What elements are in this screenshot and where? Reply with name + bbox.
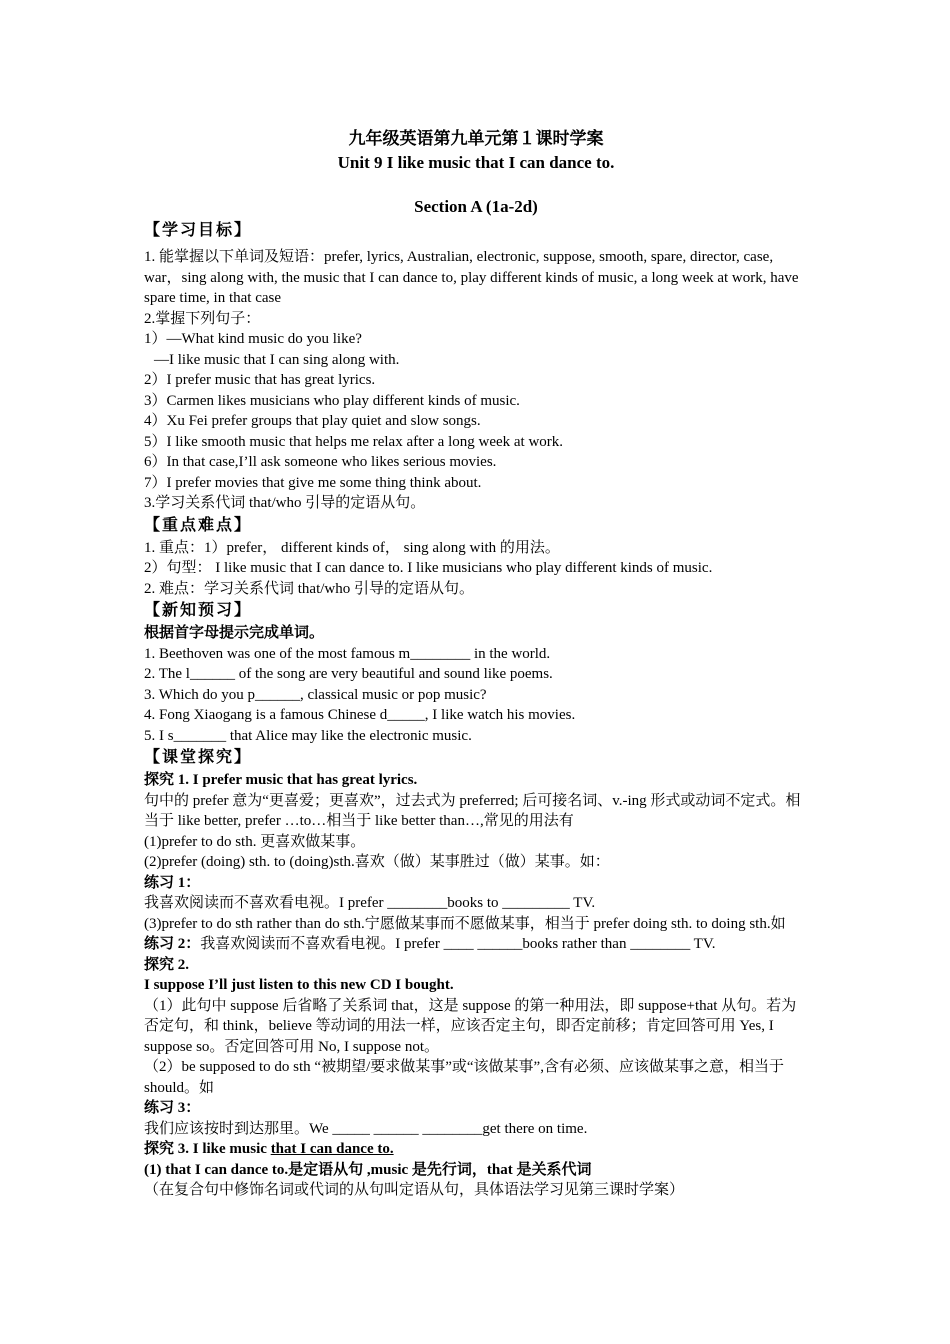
preview-exercise: 3. Which do you p______, classical music or pop music? (144, 686, 487, 703)
explore-3-note: （在复合句中修饰名词或代词的从句叫定语从句，具体语法学习见第三课时学案） (144, 1182, 685, 1198)
explore-1-title: 探究 1. I prefer music that has great lyrics. (144, 772, 418, 788)
exercise-2-label: 练习 2： (144, 936, 201, 952)
explore-heading: 【课堂探究】 (144, 749, 253, 766)
worksheet-page (144, 127, 808, 1201)
exercise-1-text: 我喜欢阅读而不喜欢看电视。I prefer ________books to _________ TV. (144, 895, 596, 911)
key-point-line: 2）句型： I like music that I can dance to. I like musicians who play different kinds of music. (144, 560, 713, 576)
objective-line: 1）—What kind music do you like? (144, 331, 362, 347)
explore-1-usage: (2)prefer (doing) sth. to (doing)sth.喜欢（做）某事胜过（做）某事。如： (144, 854, 610, 870)
explore-1-text: 句中的 prefer 意为“更喜爱；更喜欢”，过去式为 preferred; 后可接名词、v.-ing 形式或动词不定式。相当于 like better, prefer …to…相当于 like better than…,常见的用法有 (144, 792, 801, 829)
exercise-3-label: 练习 3： (144, 1100, 201, 1116)
key-point-line: 1. 重点：1）prefer， different kinds of， sing along with 的用法。 (144, 539, 560, 556)
preview-exercise: 1. Beethoven was one of the most famous m________ in the world. (144, 645, 551, 662)
title-english: Unit 9 I like music that I can dance to. (337, 153, 615, 172)
explore-3-title-prefix: 探究 3. I like music (144, 1141, 271, 1157)
title-chinese: 九年级英语第九单元第１课时学案 (348, 129, 604, 148)
preview-block (144, 623, 808, 746)
objective-line: 7）I prefer movies that give me some thing think about. (144, 474, 482, 491)
explore-1-usage: (1)prefer to do sth. 更喜欢做某事。 (144, 833, 366, 850)
exercise-2-text: 我喜欢阅读而不喜欢看电视。I prefer ____ ______books rather than ________ TV. (200, 936, 716, 952)
objective-line: 2.掌握下列句子： (144, 310, 261, 327)
explore-3-title-clause: that I can dance to. (270, 1141, 394, 1157)
explore-2-sentence: I suppose I’ll just listen to this new CD I bought. (144, 977, 454, 993)
preview-heading: 【新知预习】 (144, 602, 253, 619)
preview-exercise: 5. I s_______ that Alice may like the electronic music. (144, 727, 472, 744)
objectives-heading: 【学习目标】 (144, 222, 253, 239)
key-points-block (144, 538, 808, 600)
explore-2-paragraph: （1）此句中 suppose 后省略了关系词 that，这是 suppose 的第一种用法，即 suppose+that 从句。若为否定句，和 think，believe 等动词的用法一样，应该否定主句，即否定前移；肯定回答可用 Yes, I suppose so。否定回答可用 No, I suppose not。 (144, 997, 797, 1055)
preview-exercise: 2. The l______ of the song are very beautiful and sound like poems. (144, 666, 553, 682)
objective-line: 6）In that case,I’ll ask someone who likes serious movies. (144, 454, 497, 470)
explore-1-usage: (3)prefer to do sth rather than do sth.宁愿做某事而不愿做某事，相当于 prefer doing sth. to doing sth.如 (144, 915, 786, 932)
explore-3-title (144, 1139, 808, 1160)
objective-line: 5）I like smooth music that helps me relax after a long week at work. (144, 433, 564, 450)
explore-2-paragraph: （2）be supposed to do sth “被期望/要求做某事”或“该做某事”,含有必须、应该做某事之意，相当于 should。如 (144, 1059, 784, 1096)
explore-block (144, 770, 808, 1201)
explore-2-title: 探究 2. (144, 956, 190, 973)
explore-3-point: (1) that I can dance to.是定语从句 ,music 是先行词，that 是关系代词 (144, 1161, 592, 1178)
preview-instruction: 根据首字母提示完成单词。 (144, 625, 325, 641)
preview-exercise: 4. Fong Xiaogang is a famous Chinese d_____, I like watch his movies. (144, 707, 576, 723)
exercise-1-label: 练习 1： (144, 874, 201, 891)
objectives-block (144, 247, 808, 514)
key-point-line: 2. 难点：学习关系代词 that/who 引导的定语从句。 (144, 580, 474, 597)
key-points-heading: 【重点难点】 (144, 516, 253, 534)
objective-line: 2）I prefer music that has great lyrics. (144, 372, 376, 388)
exercise-3-text: 我们应该按时到达那里。We _____ ______ ________get there on time. (144, 1120, 588, 1137)
section-title: Section A (1a-2d) (414, 197, 538, 216)
objective-line: 3）Carmen likes musicians who play different kinds of music. (144, 392, 520, 409)
exercise-2 (144, 934, 808, 955)
objective-line: 4）Xu Fei prefer groups that play quiet and slow songs. (144, 413, 481, 429)
objective-line: 3.学习关系代词 that/who 引导的定语从句。 (144, 495, 426, 511)
objective-line: 1. 能掌握以下单词及短语：prefer, lyrics, Australian, electronic, suppose, smooth, spare, director, case, war，sing along with, the music that I can dance to, play different kinds of music, a long week at work, have spare time, in that case (144, 249, 799, 306)
objective-line: —I like music that I can sing along with. (154, 351, 400, 368)
